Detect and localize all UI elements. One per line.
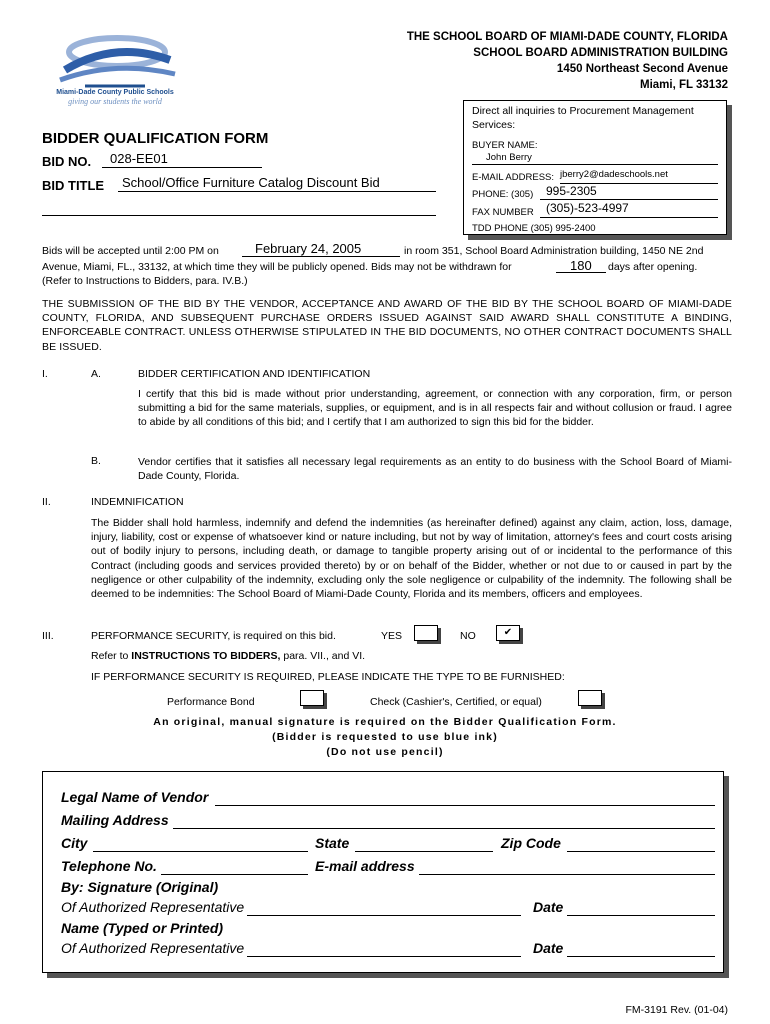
section-1a-title: BIDDER CERTIFICATION AND IDENTIFICATION	[138, 368, 371, 380]
section-1b-text: Vendor certifies that it satisfies all necessary legal requirements as an entity to do business with the School Board of Miami-Dade County, Florida.	[138, 456, 732, 483]
section-2-number: II.	[42, 496, 51, 508]
name-typed-label: Name (Typed or Printed)	[61, 920, 224, 936]
opening-date: February 24, 2005	[255, 241, 362, 256]
section-1a-text: I certify that this bid is made without prior understanding, agreement, or connection with any corporation, firm, or person submitting a bid for the same materials, supplies, or equipment, and is in all respects fair and without collusion or fraud. I agree to abide by all conditions of this bid; and I certify that I am authorized to sign this bid for the bidder.	[138, 388, 732, 429]
city-field[interactable]	[93, 850, 308, 852]
signature-label: By: Signature (Original)	[61, 879, 219, 895]
fax-value: (305)-523-4997	[546, 201, 629, 215]
inquiries-text: Direct all inquiries to Procurement Management	[472, 105, 694, 117]
performance-bond-label: Performance Bond	[167, 696, 255, 708]
acceptance-line2b: days after opening.	[608, 261, 698, 273]
zip-code-field[interactable]	[567, 850, 715, 852]
state-label: State	[315, 835, 350, 851]
checkmark-icon: ✔	[503, 627, 513, 638]
check-type-label: Check (Cashier's, Certified, or equal)	[370, 696, 542, 708]
email-address-field[interactable]	[419, 873, 715, 875]
signature-note-1: An original, manual signature is required on the Bidder Qualification Form.	[153, 716, 617, 728]
legal-name-label: Legal Name of Vendor	[61, 789, 209, 805]
procurement-info-box	[463, 100, 727, 235]
buyer-name: John Berry	[486, 152, 532, 163]
yes-checkbox[interactable]	[414, 625, 438, 641]
section-1b-number: B.	[91, 455, 101, 467]
date-label-1: Date	[533, 899, 564, 915]
phone-label: PHONE: (305)	[472, 189, 534, 200]
vendor-info-box	[42, 771, 724, 973]
telephone-field[interactable]	[161, 873, 308, 875]
email-label: E-MAIL ADDRESS:	[472, 172, 555, 183]
header-line-4: Miami, FL 33132	[640, 79, 728, 91]
section-1-number: I.	[42, 368, 48, 380]
refer-instructions: Refer to INSTRUCTIONS TO BIDDERS, para. VII., and VI.	[91, 650, 366, 662]
check-type-checkbox[interactable]	[578, 690, 602, 706]
bid-title-value: School/Office Furniture Catalog Discount Bid	[122, 175, 380, 190]
section-3-number: III.	[42, 630, 54, 642]
telephone-label: Telephone No.	[61, 858, 157, 874]
no-checkbox[interactable]	[496, 625, 520, 641]
email-value: jberry2@dadeschools.net	[560, 169, 668, 180]
bid-title-label: BID TITLE	[42, 178, 105, 193]
header-line-3: 1450 Northeast Second Avenue	[556, 63, 728, 75]
mailing-address-field[interactable]	[173, 827, 715, 829]
date-field-1[interactable]	[567, 914, 715, 916]
buyer-label: BUYER NAME:	[472, 140, 538, 151]
performance-bond-checkbox[interactable]	[300, 690, 324, 706]
submission-text: THE SUBMISSION OF THE BID BY THE VENDOR, ACCEPTANCE AND AWARD OF THE BID BY THE SCHOOL BOARD OF MIAMI-DADE COUNTY, FLORIDA, AND SUBSEQUENT PURCHASE ORDERS ISSUED AGAINST SAID AWARD SHALL CONSTITUTE A BINDING, ENFORCEABLE CONTRACT. UNLESS OTHERWISE STIPULATED IN THE BID DOCUMENTS, NO OTHER CONTRACT DOCUMENTS SHALL BE ISSUED.	[42, 298, 732, 353]
section-1a-number: A.	[91, 368, 101, 380]
bid-no-label: BID NO.	[42, 154, 92, 169]
header-line-1: THE SCHOOL BOARD OF MIAMI-DADE COUNTY, FLORIDA	[406, 31, 728, 43]
header-line-2: SCHOOL BOARD ADMINISTRATION BUILDING	[473, 47, 728, 59]
signature-note-3: (Do not use pencil)	[326, 746, 444, 758]
section-2-text: The Bidder shall hold harmless, indemnify and defend the indemnities (as hereinafter defined) against any claim, action, loss, damage, injury, liability, cost or expense of whatsoever kind or nature including, but not by way of limitation, attorney's fees and court costs arising out of bodily injury to persons, including death, or damage to tangible property arising out of or incidental to the performance of this Contract (including goods and services provided thereto) by or on behalf of the Bidder, whether or not due to or caused in part by the negligence or other culpability of the indemnity, excluding only the sole negligence or culpability of the indemnity. The following shall be deemed to be indemnities: The School Board of Miami-Dade County, Florida and its members, officers and employees.	[91, 517, 732, 601]
withdraw-days: 180	[570, 258, 592, 273]
authorized-rep-label-1: Of Authorized Representative	[61, 899, 245, 915]
no-label: NO	[460, 630, 476, 642]
legal-name-field[interactable]	[215, 804, 715, 806]
section-2-title: INDEMNIFICATION	[91, 496, 184, 508]
if-required-text: IF PERFORMANCE SECURITY IS REQUIRED, PLEASE INDICATE THE TYPE TO BE FURNISHED:	[91, 671, 565, 683]
bid-no-value: 028-EE01	[110, 151, 168, 166]
city-label: City	[61, 835, 88, 851]
form-number: FM-3191 Rev. (01-04)	[625, 1004, 728, 1016]
acceptance-line3: (Refer to Instructions to Bidders, para. IV.B.)	[42, 275, 248, 287]
state-field[interactable]	[355, 850, 493, 852]
acceptance-part2: in room 351, School Board Administration building, 1450 NE 2nd	[404, 245, 704, 257]
authorized-rep-label-2: Of Authorized Representative	[61, 940, 245, 956]
tdd-phone: TDD PHONE (305) 995-2400	[472, 223, 596, 234]
fax-label: FAX NUMBER	[472, 207, 534, 218]
logo-org-name: Miami-Dade County Public Schools	[56, 89, 174, 96]
zip-code-label: Zip Code	[501, 835, 561, 851]
inquiries-text-2: Services:	[472, 119, 516, 131]
signature-note-2: (Bidder is requested to use blue ink)	[272, 731, 498, 743]
acceptance-part1: Bids will be accepted until 2:00 PM on	[42, 245, 219, 257]
mailing-address-label: Mailing Address	[61, 812, 169, 828]
acceptance-line2: Avenue, Miami, FL., 33132, at which time they will be publicly opened. Bids may not be withdrawn for	[42, 261, 512, 273]
form-title: BIDDER QUALIFICATION FORM	[42, 130, 269, 147]
phone-value: 995-2305	[546, 184, 597, 198]
date-field-2[interactable]	[567, 955, 715, 957]
email-address-label: E-mail address	[315, 858, 415, 874]
printed-name-field[interactable]	[247, 955, 521, 957]
date-label-2: Date	[533, 940, 564, 956]
logo-tagline: giving our students the world	[68, 97, 162, 106]
yes-label: YES	[381, 630, 403, 642]
performance-security-label: PERFORMANCE SECURITY, is required on this bid.	[91, 630, 336, 642]
signature-field[interactable]	[247, 914, 521, 916]
